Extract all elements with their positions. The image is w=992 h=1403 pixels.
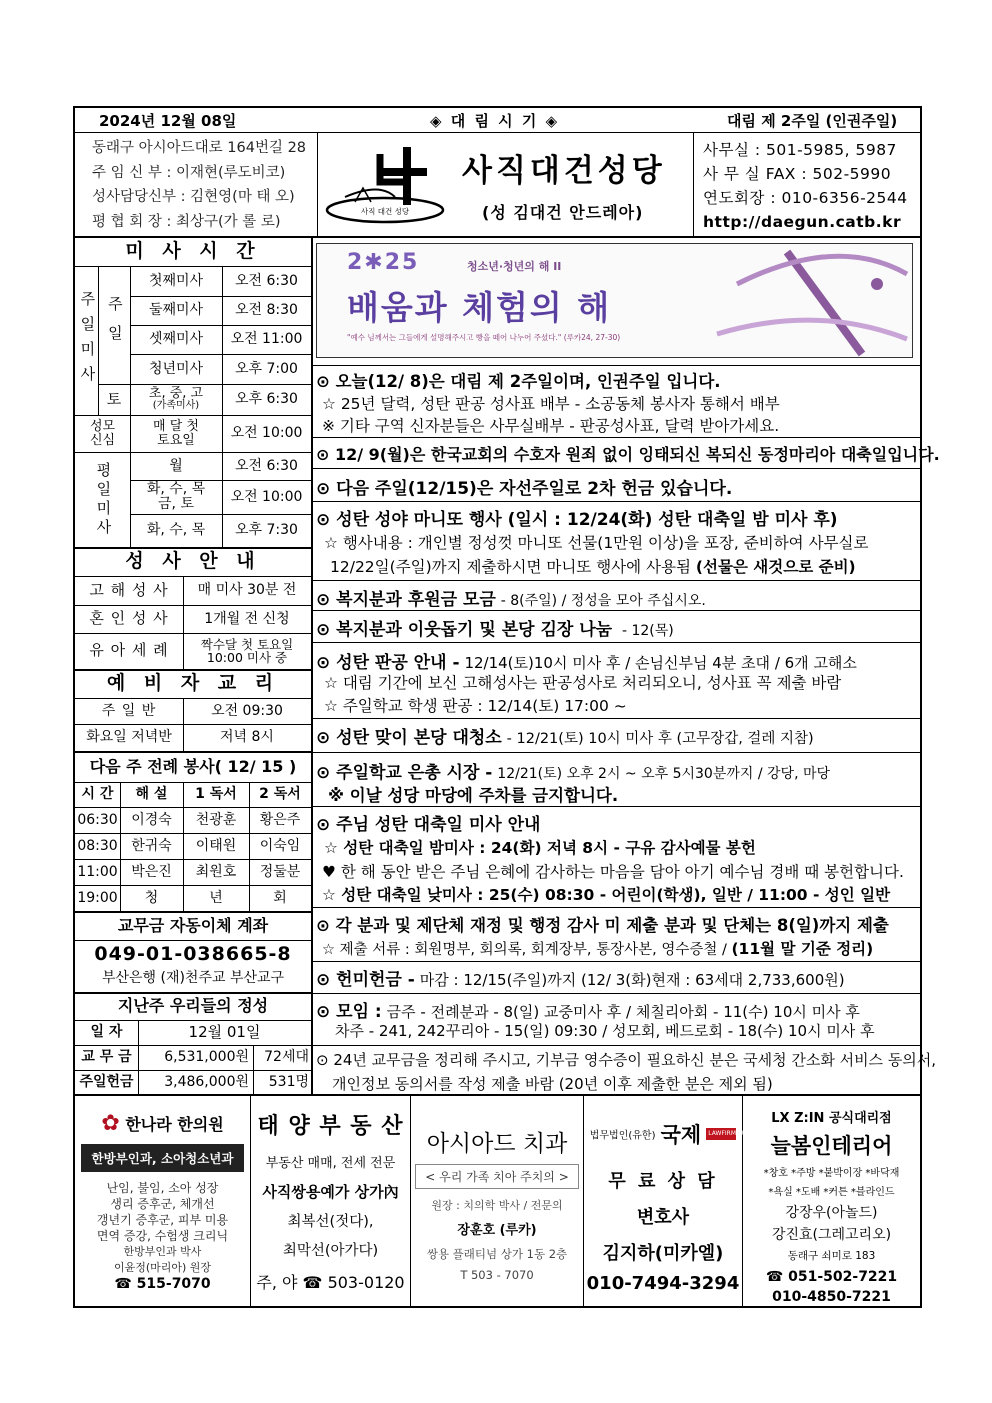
servers-cell: 회 [273,889,287,906]
weekday-time: 오후 7:30 [235,522,298,539]
servers-cell: 한귀숙 [131,837,172,854]
servers-cell: 이태원 [195,837,237,854]
taeyang-line: 사직쌍용예가 상가內 [262,1183,399,1201]
servers-header: 시 간 [81,786,114,803]
banner-quote: "예수 님께서는 그들에게 설명해주시고 빵을 떼어 나누어 주셨다." (루카24, 27-30) [347,333,621,342]
weekday-name: 월 [169,457,183,474]
confession-title: ⊙ 성탄 판공 안내 - [316,653,460,673]
notice-manitto-detail: ☆ 행사내용 : 개인별 정성껏 마니또 선물(1만원 이상)을 포장, 준비하여 사무실로 [324,534,869,552]
asiad-phone: T 503 - 7070 [460,1268,534,1282]
saturday-label: 토 [106,389,122,408]
asiad-director: 원장 : 치의학 박사 / 전문의 [431,1199,563,1212]
notice-kimjang [316,615,674,640]
notice-offering-note: ♥ 한 해 동안 받은 주님 은혜에 감사하는 마음을 담아 아기 예수님 경배 때 봉헌합니다. [322,863,904,881]
gukje-type: 법무법인(유한) [589,1130,656,1142]
account-bank: 부산은행 (재)천주교 부산교구 [101,969,285,986]
asiad-address: 쌍용 플래티넘 상가 1동 2층 [426,1247,568,1261]
meetings-title: ⊙ 모임 : [316,1002,382,1022]
rice-offering-title: ⊙ 헌미헌금 - [316,970,415,990]
notice-calendar-note: ※ 기타 구역 신자분들은 사무실배부 - 판공성사표, 달력 받아가세요. [322,417,780,435]
notice-calendar: ☆ 25년 달력, 성탄 판공 성사표 배부 - 소공동체 봉사자 통해서 배부 [322,395,780,413]
saturday-mass-sub: (가족미사) [152,400,200,412]
offerings-title: 지난주 우리들의 정성 [117,996,269,1016]
neulbom-address: 동래구 쇠미로 183 [787,1250,876,1262]
mass-time: 오전 8:30 [235,302,298,319]
notice-christmas-day: ☆ 성탄 대축일 낮미사 : 25(수) 08:30 - 어린이(학생), 일반 / 11:00 - 성인 일반 [322,886,891,904]
servers-header: 1 독서 [195,786,237,803]
notice-christmas-eve: ☆ 성탄 대축일 밤미사 : 24(화) 저녁 8시 - 구유 감사예물 봉헌 [324,839,756,857]
hanna-name-row [75,1111,250,1136]
mass-name: 셋째미사 [148,331,204,348]
offering-amount: 6,531,000원 [164,1049,249,1066]
neulbom-items: *창호 *주방 *붙박이장 *바닥재 [763,1168,900,1179]
neulbom-person: 강장우(아놀드) [785,1205,878,1221]
offering-count: 72세대 [264,1049,309,1066]
catechism-title: 예 비 자 교 리 [106,672,280,695]
notice-manitto: ⊙ 성탄 성야 마니또 행사 (일시 : 12/24(화) 성탄 대축일 밤 미사 후) [316,510,838,530]
notice-today: ⊙ 오늘(12/ 8)은 대림 제 2주일이며, 인권주일 입니다. [316,372,721,391]
saturday-mass-name: 초, 중, 고 [148,386,204,402]
neulbom-top: LX Z:IN 공식대리점 [771,1111,892,1126]
notice-christmas-mass: ⊙ 주님 성탄 대축일 미사 안내 [316,815,541,835]
weekday-mass-label: 평일미사 [94,461,113,538]
sunday-title: 대림 제 2주일 (인권주일) [727,112,898,130]
offering-name: 교 무 금 [81,1049,132,1066]
manitto-gift-note: (선물은 새것으로 준비) [695,558,856,576]
liturgical-season: ◈ 대 림 시 기 ◈ [430,112,560,130]
sacrament-name: 혼 인 성 사 [89,609,169,628]
audit-docs-basis: (11월 말 기준 정리) [731,940,874,958]
manitto-deadline-text: 12/22일(주일)까지 제출하시면 마니또 행사에 사용됨 [330,558,691,576]
offerings-date-label: 일 자 [90,1024,123,1041]
notice-audit: ⊙ 각 분과 및 제단체 재정 및 행정 감사 미 제출 분과 및 단체는 8(일)까지 제출 [316,916,889,935]
account-number: 049-01-038665-8 [94,943,292,966]
banner-subtitle: 청소년·청년의 해 II [467,260,562,273]
weekday-name: 화, 수, 목 금, 토 [146,481,206,512]
ad-hanna-clinic [75,1095,250,1308]
holy-hour-time: 오전 10:00 [230,425,303,442]
notice-welfare-fund [316,585,706,610]
servers-title: 다음 주 전례 봉사( 12/ 15 ) [89,756,297,776]
notice-tax-receipt: ⊙ 24년 교무금을 정리해 주시고, 기부금 영수증이 필요하신 분은 국세청 간소화 서비스 동의서, [316,1051,937,1069]
logo-caption: 사직 대건 성당 [360,207,410,216]
account-title: 교무금 자동이체 계좌 [117,915,269,935]
catechism-class: 화요일 저녁반 [86,729,172,746]
ad-gukje-law [584,1095,772,1308]
banner-year: 2✱25 [347,250,420,275]
catechism-time: 저녁 8시 [220,729,274,746]
gukje-line: 무 료 상 담 [608,1171,718,1192]
mass-time: 오전 6:30 [235,272,298,289]
kimjang-title: ⊙ 복지분과 이웃돕기 및 본당 김장 나눔 [316,620,613,640]
servers-cell: 08:30 [77,837,118,854]
youth-year-banner [316,243,913,358]
holy-hour-name: 매 달 첫 토요일 [153,418,199,448]
assistant-priest: 성사담당신부 : 김현영(마 태 오) [92,189,295,205]
sacraments-title: 성 사 안 내 [125,550,261,573]
sacrament-value: 1개월 전 신청 [204,610,290,627]
council-president: 평 협 회 장 : 최상구(가 롤 로) [92,213,281,230]
confession-detail: 12/14(토)10시 미사 후 / 손님신부님 4분 초대 / 6개 고해소 [464,654,857,672]
gukje-logo: LAWFIRM KUK JE 國際 [706,1128,736,1140]
hanna-line: 면역 증강, 수험생 크리닉 [96,1229,229,1243]
taeyang-line: 최복선(젓다), [287,1214,374,1230]
taeyang-phone: 주, 야 ☎ 503-0120 [256,1273,405,1292]
offering-name: 주일헌금 [79,1073,134,1090]
servers-cell: 06:30 [77,811,118,828]
notice-meetings-next: 차주 - 241, 242꾸리아 - 15(일) 09:30 / 성모회, 베드로회 - 18(수) 10시 미사 후 [335,1022,875,1040]
gukje-name: 국제 [660,1123,702,1147]
gukje-line: 김지하(미카엘) [602,1243,724,1264]
sacrament-name: 유 아 세 례 [89,641,169,660]
hanna-services [75,1180,250,1276]
mass-time: 오후 7:00 [235,360,298,377]
contact-info [703,138,908,234]
notice-immaculate: ⊙ 12/ 9(월)은 한국교회의 수호자 원죄 없이 잉태되신 복되신 동정마리아 대축일입니다. [316,445,940,464]
rice-offering-detail: 마감 : 12/15(주일)까지 (12/ 3(화)현재 : 63세대 2,733,600원) [419,971,845,989]
notice-confession [316,648,857,673]
asiad-name: 아시아드 치과 [426,1131,568,1157]
hanna-phone: ☎ 515-7070 [114,1276,211,1292]
servers-cell: 최원호 [195,863,237,880]
servers-cell: 청 [144,889,159,906]
servers-cell: 천광훈 [195,811,237,828]
hanna-dept: 한방부인과, 소아청소년과 [81,1144,244,1172]
parish-address: 동래구 아시아드대로 164번길 28 [92,140,307,156]
notice-grace-market [316,758,830,783]
mass-times-title: 미 사 시 간 [125,240,261,263]
notice-no-parking: ※ 이날 성당 마당에 주차를 금지합니다. [328,786,619,805]
taeyang-line: 최막선(아가다) [282,1243,379,1259]
hanna-line: 갱년기 증후군, 피부 미용 [96,1213,229,1227]
weekday-name: 화, 수, 목 [146,522,206,539]
notice-student-confession: ☆ 주일학교 학생 판공 : 12/14(토) 17:00 ~ [324,697,627,715]
kimjang-date: - 12(목) [621,623,674,639]
sacrament-name: 고 해 성 사 [89,580,169,599]
church-name: 사직대건성당 [462,153,666,189]
servers-cell: 황은주 [259,811,301,828]
notice-privacy-consent: 개인정보 동의서를 작성 제출 바람 (20년 이후 제출한 분은 제외 됨) [332,1075,773,1093]
offering-count: 531명 [268,1073,309,1090]
mass-name: 둘째미사 [148,302,204,319]
mass-name: 청년미사 [148,360,204,377]
servers-header: 2 독서 [259,786,301,803]
sacrament-value: 짝수달 첫 토요일 10:00 미사 중 [200,636,294,665]
notice-cleaning [316,723,814,748]
taeyang-line: 부동산 매매, 전세 전문 [265,1156,396,1171]
grace-market-detail: 12/21(토) 오후 2시 ~ 오후 5시30분까지 / 강당, 마당 [497,766,831,782]
servers-cell: 이경숙 [131,811,172,828]
hanna-line: 난임, 불임, 소아 성장 [106,1181,219,1195]
servers-cell: 박은진 [131,863,172,880]
notice-rice-offering [316,965,845,990]
ad-asiad-dental [411,1095,583,1308]
taeyang-name: 태 양 부 동 산 [257,1114,404,1139]
ad-neulbom-interior [743,1095,920,1308]
weekday-time: 오전 10:00 [230,488,303,505]
welfare-fund-detail: - 8(주일) / 정성을 모아 주십시오. [500,593,706,609]
offering-amount: 3,486,000원 [164,1073,249,1090]
neulbom-items: *욕실 *도배 *커튼 *블라인드 [768,1187,895,1198]
mass-name: 첫째미사 [148,272,204,289]
notice-meetings [316,997,860,1022]
neulbom-phone: ☎ 051-502-7221 [765,1269,898,1285]
holy-hour-label: 성모 신심 [89,418,116,448]
mass-time: 오전 11:00 [230,331,303,348]
notice-charity-sunday: ⊙ 다음 주일(12/15)은 자선주일로 2차 헌금 있습니다. [316,479,733,499]
sunday-mass-group: 주일미사 [78,290,97,391]
ad-taeyang-realty [251,1095,410,1308]
mass-time: 오후 6:30 [235,391,298,408]
asiad-slogan: < 우리 가족 치아 주치의 > [415,1164,579,1189]
parish-info [92,136,306,234]
gukje-phone: 010-7494-3294 [586,1273,740,1294]
cleaning-title: ⊙ 성탄 맞이 본당 대청소 [316,728,502,748]
grace-market-title: ⊙ 주일학교 은총 시장 - [316,763,493,783]
hanna-name: 한나라 한의원 [125,1115,224,1134]
office-phone: 사무실 : 501-5985, 5987 [703,141,897,159]
hanna-line: 생리 증후군, 체개선 [110,1197,215,1211]
servers-cell: 정둘분 [259,863,301,880]
servers-cell: 년 [209,889,223,906]
website-link[interactable]: http://daegun.catb.kr [703,213,902,231]
offerings-date: 12월 01일 [188,1022,261,1041]
office-fax: 사 무 실 FAX : 502-5990 [703,165,892,183]
audit-docs-text: ☆ 제출 서류 : 회원명부, 회의록, 회계장부, 통장사본, 영수증철 / [322,942,727,958]
servers-cell: 19:00 [77,889,118,906]
notice-manitto-deadline [330,555,856,577]
notice-audit-docs [322,937,873,959]
servers-cell: 이숙임 [259,837,301,854]
weekday-time: 오전 6:30 [235,457,298,474]
servers-header: 해 설 [135,786,168,803]
church-logo [325,142,445,228]
neulbom-name: 늘봄인테리어 [770,1134,893,1158]
catechism-class: 주 일 반 [101,702,157,719]
neulbom-person: 강진효(그레고리오) [771,1227,892,1243]
welfare-fund-title: ⊙ 복지분과 후원금 모금 [316,590,496,610]
pastor: 주 임 신 부 : 이재현(루도비코) [92,164,286,181]
saturday-mass [130,384,222,415]
hanna-line: 이윤정(마리아) 원장 [113,1261,212,1274]
catechism-time: 오전 09:30 [211,702,283,719]
sacrament-value: 매 미사 30분 전 [197,582,297,599]
asiad-doctor: 장훈호 (루카) [457,1223,537,1238]
bulletin-date: 2024년 12월 08일 [99,112,237,130]
flower-icon: ✿ [101,1111,120,1136]
banner-title: 배움과 체험의 해 [347,288,612,327]
servers-cell: 11:00 [77,863,118,880]
sunday-label: 주일 [105,296,124,354]
gukje-title-row [584,1119,772,1149]
church-patron: (성 김대건 안드레아) [482,203,644,222]
notice-confession-note: ☆ 대림 기간에 보신 고해성사는 판공성사로 처리되오니, 성사표 꼭 제출 바람 [324,674,842,692]
cleaning-detail: - 12/21(토) 10시 미사 후 (고무장갑, 걸레 지참) [506,731,814,747]
funeral-phone: 연도회장 : 010-6356-2544 [703,189,908,207]
meetings-this-week: 금주 - 전례분과 - 8(일) 교중미사 후 / 체칠리아회 - 11(수) 10시 미사 후 [386,1003,860,1021]
neulbom-phone: 010-4850-7221 [772,1289,891,1305]
hanna-line: 한방부인과 박사 [123,1245,202,1258]
gukje-line: 변호사 [636,1207,690,1228]
